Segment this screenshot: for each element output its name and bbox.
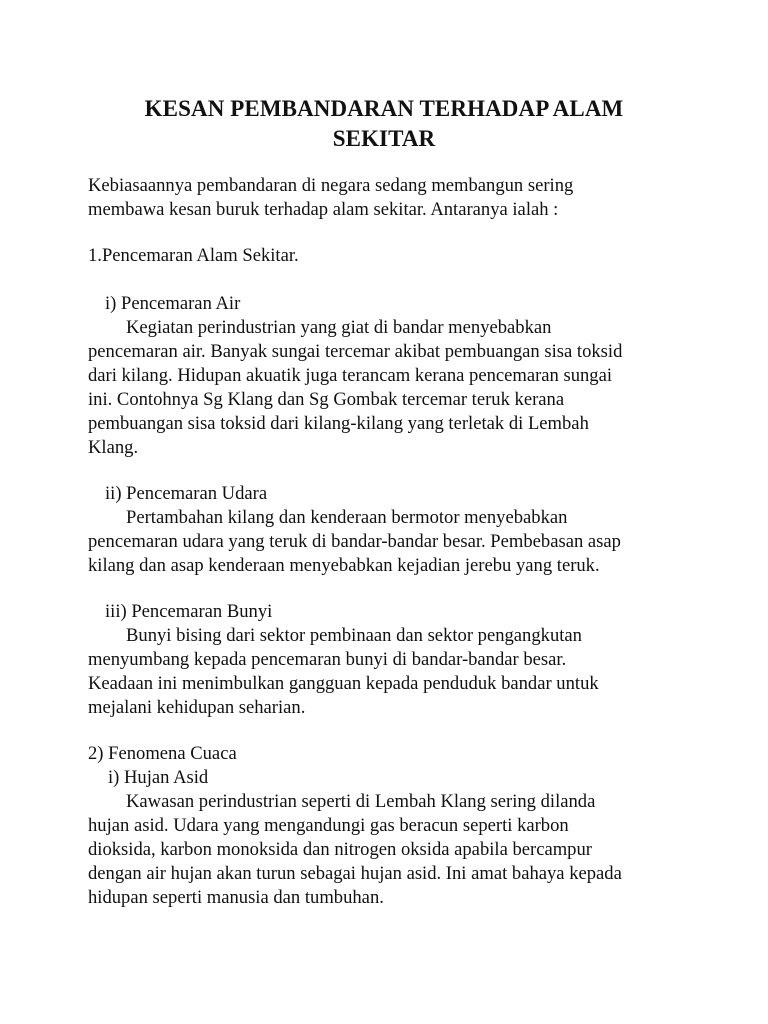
intro-line-1: Kebiasaannya pembandaran di negara sedang membangun sering (88, 175, 574, 196)
document-title-line-2: SEKITAR (332, 126, 436, 151)
air-line-1: Kegiatan perindustrian yang giat di bandar menyebabkan (126, 317, 552, 338)
subsection-air-heading: i) Pencemaran Air (105, 293, 241, 314)
section-1-heading: 1.Pencemaran Alam Sekitar. (88, 245, 299, 266)
hujan-line-3: dioksida, karbon monoksida dan nitrogen oksida apabila bercampur (88, 839, 592, 860)
air-line-3: dari kilang. Hidupan akuatik juga terancam kerana pencemaran sungai (88, 365, 613, 386)
section-2-heading: 2) Fenomena Cuaca (88, 743, 237, 764)
air-line-2: pencemaran air. Banyak sungai tercemar akibat pembuangan sisa toksid (88, 341, 623, 362)
intro-line-2: membawa kesan buruk terhadap alam sekitar. Antaranya ialah : (88, 199, 559, 220)
hujan-line-4: dengan air hujan akan turun sebagai hujan asid. Ini amat bahaya kepada (88, 863, 622, 884)
bunyi-line-1: Bunyi bising dari sektor pembinaan dan sektor pengangkutan (126, 625, 582, 646)
air-line-4: ini. Contohnya Sg Klang dan Sg Gombak tercemar teruk kerana (88, 389, 565, 410)
bunyi-line-4: mejalani kehidupan seharian. (88, 697, 306, 718)
air-line-6: Klang. (88, 437, 139, 458)
udara-line-1: Pertambahan kilang dan kenderaan bermotor menyebabkan (126, 507, 568, 528)
bunyi-line-2: menyumbang kepada pencemaran bunyi di bandar-bandar besar. (88, 649, 567, 670)
document-title-line-1: KESAN PEMBANDARAN TERHADAP ALAM (144, 96, 624, 121)
bunyi-line-3: Keadaan ini menimbulkan gangguan kepada penduduk bandar untuk (88, 673, 599, 694)
hujan-line-5: hidupan seperti manusia dan tumbuhan. (88, 887, 384, 908)
udara-line-2: pencemaran udara yang teruk di bandar-bandar besar. Pembebasan asap (88, 531, 621, 552)
subsection-bunyi-heading: iii) Pencemaran Bunyi (105, 601, 273, 622)
air-line-5: pembuangan sisa toksid dari kilang-kilang yang terletak di Lembah (88, 413, 589, 434)
udara-line-3: kilang dan asap kenderaan menyebabkan kejadian jerebu yang teruk. (88, 555, 600, 576)
subsection-hujan-heading: i) Hujan Asid (108, 767, 209, 788)
hujan-line-1: Kawasan perindustrian seperti di Lembah Klang sering dilanda (126, 791, 596, 812)
subsection-udara-heading: ii) Pencemaran Udara (105, 483, 268, 504)
hujan-line-2: hujan asid. Udara yang mengandungi gas beracun seperti karbon (88, 815, 569, 836)
